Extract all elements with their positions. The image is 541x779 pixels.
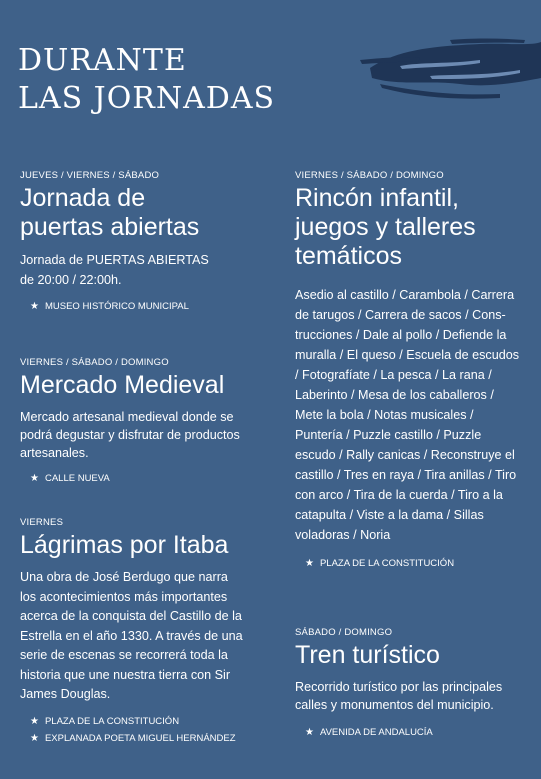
page-title <box>18 42 275 118</box>
event-days: JUEVES / VIERNES / SÁBADO <box>20 170 160 181</box>
event-location <box>30 730 270 747</box>
desc-line: trucciones / Dale al pollo / Defiende la <box>295 328 507 342</box>
desc-line: Laberinto / Mesa de los caballeros / <box>295 388 494 402</box>
desc-line: Mercado artesanal medieval donde se <box>20 410 234 424</box>
desc-line: / Fotografíate / La pesca / La rana / <box>295 368 492 382</box>
location-label: CALLE NUEVA <box>44 473 110 484</box>
event-tears <box>20 517 270 747</box>
event-title <box>20 184 260 242</box>
event-title <box>295 184 530 271</box>
brush-stroke-icon <box>360 38 541 100</box>
event-title-line-2: puertas abiertas <box>20 213 200 241</box>
desc-line: James Douglas. <box>20 687 111 701</box>
desc-line: de tarugos / Carrera de sacos / Cons- <box>295 308 506 322</box>
location-label: PLAZA DE LA CONSTITUCIÓN <box>44 715 180 727</box>
desc-line: Jornada de PUERTAS ABIERTAS <box>20 253 209 267</box>
event-days: VIERNES <box>20 517 64 528</box>
desc-line: muralla / El queso / Escuela de escudos <box>295 348 520 362</box>
desc-line: podrá degustar y disfrutar de productos <box>20 428 240 442</box>
event-location <box>30 713 270 730</box>
event-days: VIERNES / SÁBADO / DOMINGO <box>295 170 444 181</box>
desc-line: voladoras / Noria <box>295 528 391 542</box>
desc-line: Recorrido turístico por las principales <box>295 680 503 694</box>
desc-line: los acontecimientos más importantes <box>20 589 228 604</box>
desc-line: escudo / Rally canicas / Reconstruye el <box>295 448 515 462</box>
star-icon: ★ <box>305 558 314 569</box>
location-label: MUSEO HISTÓRICO MUNICIPAL <box>44 301 189 312</box>
desc-line: catapulta / Viste a la dama / Sillas <box>295 508 484 522</box>
desc-line: Asedio al castillo / Carambola / Carrera <box>295 288 515 302</box>
event-description <box>295 285 530 545</box>
event-location <box>30 298 260 315</box>
page-title-line-1: DURANTE <box>18 43 187 78</box>
star-icon: ★ <box>305 727 314 738</box>
location-label: EXPLANADA POETA MIGUEL HERNÁNDEZ <box>44 732 236 744</box>
star-icon: ★ <box>30 301 39 312</box>
star-icon: ★ <box>30 473 39 484</box>
desc-line: de 20:00 / 22:00h. <box>20 273 122 287</box>
event-market <box>20 357 260 487</box>
event-kids-corner <box>295 170 530 572</box>
event-tourist-train <box>295 627 530 741</box>
location-label: AVENIDA DE ANDALUCÍA <box>319 727 433 738</box>
event-description <box>20 568 270 705</box>
desc-line: acerca de la conquista del Castillo de la <box>20 609 242 623</box>
desc-line: serie de escenas se recorrerá toda la <box>20 648 228 662</box>
event-location <box>305 555 530 572</box>
desc-line: Una obra de José Berdugo que narra <box>20 570 228 584</box>
event-title: Tren turístico <box>295 641 440 669</box>
event-description <box>20 408 260 462</box>
event-title: Lágrimas por Itaba <box>20 531 229 559</box>
desc-line: artesanales. <box>20 446 89 460</box>
event-title-line-3: temáticos <box>295 242 402 270</box>
event-description <box>20 250 260 290</box>
event-title-line-2: juegos y talleres <box>295 213 476 241</box>
desc-line: Puntería / Puzzle castillo / Puzzle <box>295 428 482 442</box>
event-days: VIERNES / SÁBADO / DOMINGO <box>20 357 169 368</box>
event-description <box>295 678 530 714</box>
desc-line: con arco / Tira de la cuerda / Tiro a la <box>295 488 503 502</box>
event-location <box>305 724 530 741</box>
desc-line: calles y monumentos del municipio. <box>295 698 494 712</box>
desc-line: Estrella en el año 1330. A través de una <box>20 628 243 643</box>
event-title: Mercado Medieval <box>20 371 225 399</box>
event-location <box>30 470 260 487</box>
desc-line: Mete la bola / Notas musicales / <box>295 408 474 422</box>
desc-line: historia que une nuestra tierra con Sir <box>20 667 231 682</box>
event-open-doors <box>20 170 260 315</box>
event-title-line-1: Rincón infantil, <box>295 184 459 212</box>
event-days: SÁBADO / DOMINGO <box>295 627 393 638</box>
star-icon: ★ <box>30 715 39 727</box>
desc-line: castillo / Tres en raya / Tira anillas / Tiro <box>295 468 517 482</box>
event-title-line-1: Jornada de <box>20 184 146 212</box>
star-icon: ★ <box>30 732 39 744</box>
page-title-line-2: LAS JORNADAS <box>18 81 276 116</box>
location-label: PLAZA DE LA CONSTITUCIÓN <box>319 558 455 569</box>
